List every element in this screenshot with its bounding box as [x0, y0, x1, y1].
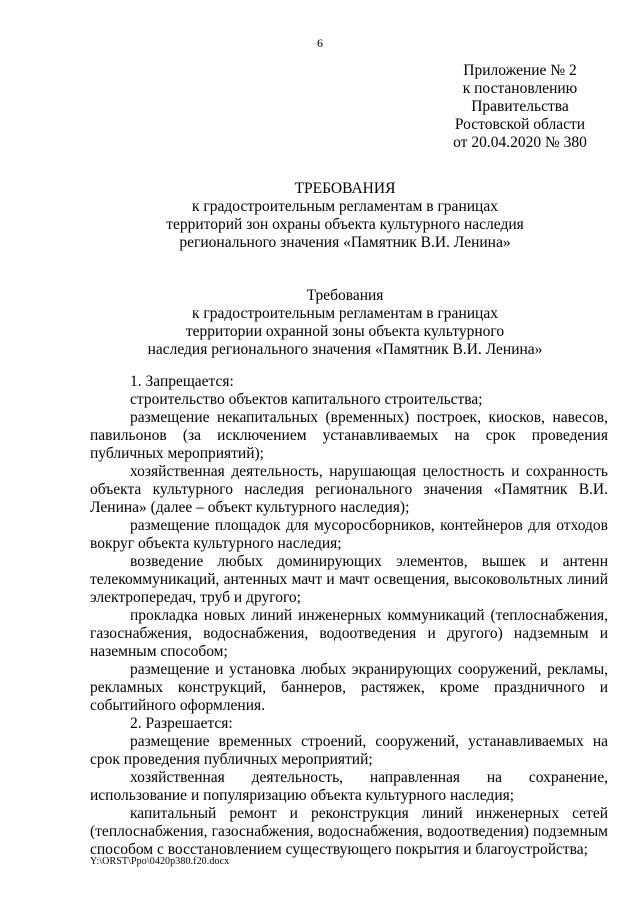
prohibited-item: возведение любых доминирующих элементов, вышек и антенн телекоммуникаций, антенных мачт и мачт освещения, высоковольтных линий электропередач, труб и другого;	[90, 553, 608, 606]
permitted-heading: 2. Разрешается:	[130, 715, 233, 732]
section-title	[100, 287, 590, 359]
file-path-footer: Y:\ORST\Ppo\0420p380.f20.docx	[90, 856, 230, 867]
title-line: территорий зон охраны объекта культурного наследия	[166, 216, 524, 233]
prohibited-heading: 1. Запрещается:	[130, 373, 234, 390]
appendix-line: от 20.04.2020 № 380	[453, 134, 587, 151]
permitted-item: хозяйственная деятельность, направленная на сохранение, использование и популяризацию объекта культурного наследия;	[90, 769, 608, 804]
prohibited-item: строительство объектов капитального строительства;	[130, 391, 483, 408]
appendix-line: Приложение № 2	[463, 62, 577, 79]
title-line: регионального значения «Памятник В.И. Ленина»	[179, 234, 511, 251]
section-title-heading: Требования	[306, 287, 384, 304]
document-body	[90, 373, 608, 859]
section-title-line: наследия регионального значения «Памятник В.И. Ленина»	[147, 341, 543, 358]
prohibited-item: размещение площадок для мусоросборников, контейнеров для отходов вокруг объекта культурного наследия;	[90, 517, 608, 552]
permitted-item: капитальный ремонт и реконструкция линий инженерных сетей (теплоснабжения, газоснабжения, водоснабжения, водоотведения) подземным способом с восстановлением существующего покрытия и благоустройства;	[90, 805, 608, 858]
section-title-line: к градостроительным регламентам в границах	[192, 305, 498, 322]
appendix-line: Ростовской области	[454, 116, 586, 133]
title-heading: ТРЕБОВАНИЯ	[294, 180, 396, 197]
section-title-line: территории охранной зоны объекта культурного	[185, 323, 505, 340]
prohibited-item: хозяйственная деятельность, нарушающая целостность и сохранность объекта культурного наследия регионального значения «Памятник В.И. Ленина» (далее – объект культурного наследия);	[90, 463, 608, 516]
permitted-item: размещение временных строений, сооружений, устанавливаемых на срок проведения публичных мероприятий;	[90, 733, 608, 768]
page-number: 6	[317, 36, 323, 50]
prohibited-item: прокладка новых линий инженерных коммуникаций (теплоснабжения, газоснабжения, водоснабжения, водоотведения и другого) надземным и наземным способом;	[90, 607, 608, 660]
appendix-header	[432, 62, 608, 152]
prohibited-item: размещение и установка любых экранирующих сооружений, рекламы, рекламных конструкций, баннеров, растяжек, кроме праздничного и событийного оформления.	[90, 661, 608, 714]
prohibited-item: размещение некапитальных (временных) построек, киосков, навесов, павильонов (за исключением устанавливаемых на срок проведения публичных мероприятий);	[90, 409, 608, 462]
appendix-line: Правительства	[471, 98, 569, 115]
document-title	[100, 180, 590, 252]
title-line: к градостроительным регламентам в границах	[192, 198, 498, 215]
appendix-line: к постановлению	[462, 80, 578, 97]
